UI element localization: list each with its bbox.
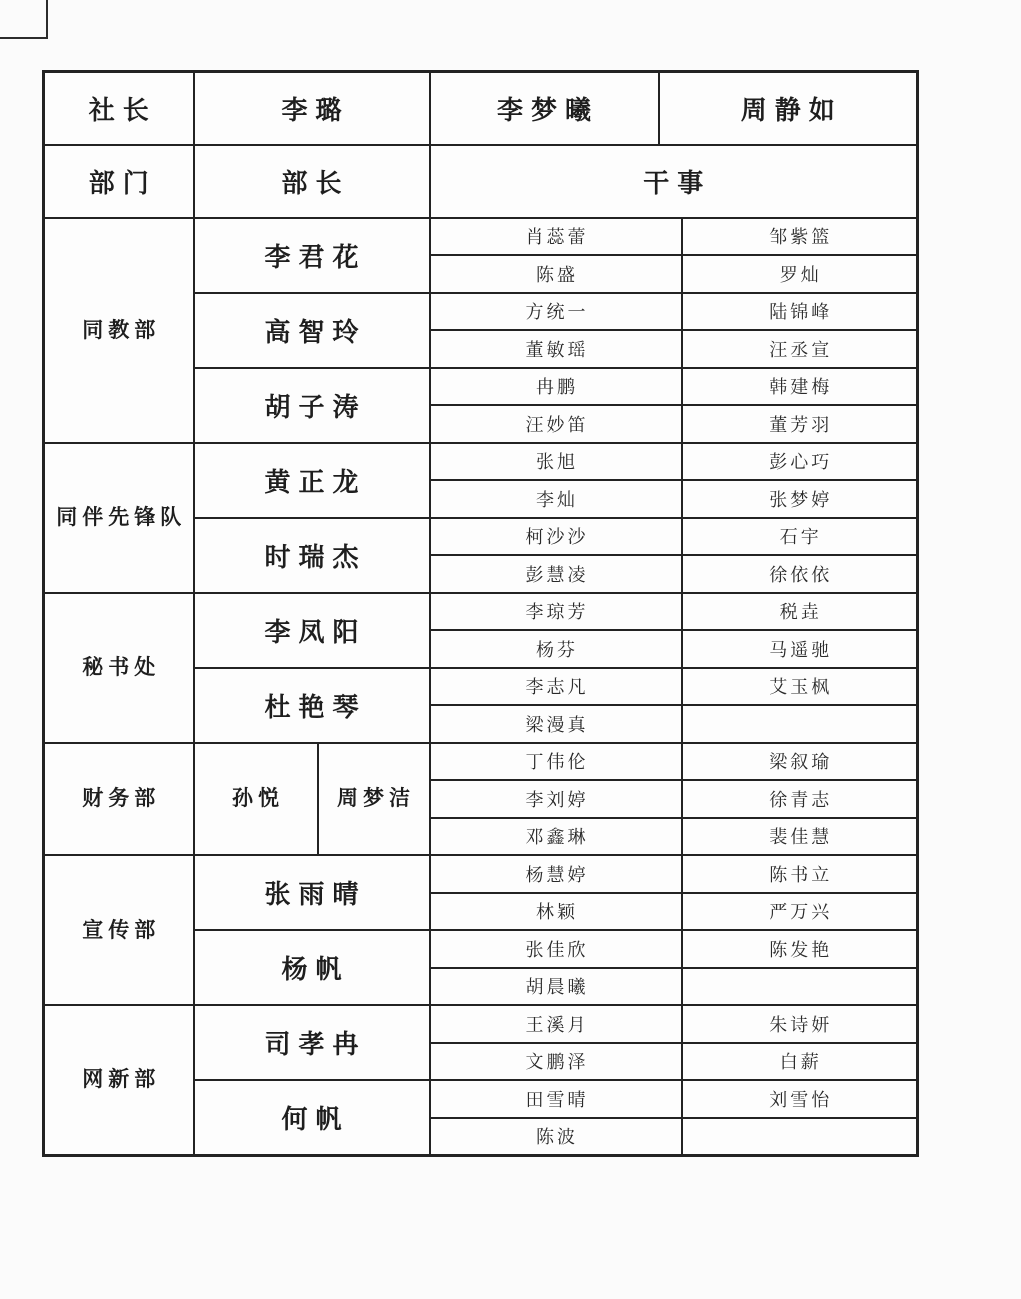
head-name-cell: 高智玲 bbox=[194, 293, 430, 368]
officer-header-cell: 干事 bbox=[430, 145, 918, 218]
officer-row bbox=[44, 218, 918, 256]
head-name-cell: 周梦洁 bbox=[318, 743, 430, 856]
columns-header-row bbox=[44, 145, 918, 218]
officer-name-cell: 李志凡 bbox=[430, 668, 682, 706]
officer-name-cell: 徐青志 bbox=[682, 780, 918, 818]
officer-name-cell: 柯沙沙 bbox=[430, 518, 682, 556]
president-name-cell: 周静如 bbox=[659, 72, 918, 145]
dept-name-cell: 财务部 bbox=[44, 743, 194, 856]
officer-name-cell: 王溪月 bbox=[430, 1005, 682, 1043]
head-name-cell: 张雨晴 bbox=[194, 855, 430, 930]
officer-name-cell: 梁叙瑜 bbox=[682, 743, 918, 781]
officer-row bbox=[44, 1005, 918, 1043]
head-name-cell: 杜艳琴 bbox=[194, 668, 430, 743]
officer-name-cell: 邓鑫琳 bbox=[430, 818, 682, 856]
officer-name-cell: 胡晨曦 bbox=[430, 968, 682, 1006]
officer-name-cell: 裴佳慧 bbox=[682, 818, 918, 856]
officer-name-cell: 彭心巧 bbox=[682, 443, 918, 481]
head-name-cell: 时瑞杰 bbox=[194, 518, 430, 593]
officer-name-cell: 陆锦峰 bbox=[682, 293, 918, 331]
officer-name-cell: 徐依依 bbox=[682, 555, 918, 593]
officer-name-cell: 汪妙笛 bbox=[430, 405, 682, 443]
officer-name-cell: 韩建梅 bbox=[682, 368, 918, 406]
officer-name-cell: 董芳羽 bbox=[682, 405, 918, 443]
officer-name-cell: 董敏瑶 bbox=[430, 330, 682, 368]
officer-name-cell: 税垚 bbox=[682, 593, 918, 631]
head-name-cell: 李君花 bbox=[194, 218, 430, 293]
officer-name-cell: 陈发艳 bbox=[682, 930, 918, 968]
officer-name-cell: 李琼芳 bbox=[430, 593, 682, 631]
officer-name-cell: 李刘婷 bbox=[430, 780, 682, 818]
officer-name-cell: 张佳欣 bbox=[430, 930, 682, 968]
officer-name-cell: 冉鹏 bbox=[430, 368, 682, 406]
officer-name-cell: 文鹏泽 bbox=[430, 1043, 682, 1081]
head-name-cell: 黄正龙 bbox=[194, 443, 430, 518]
dept-name-cell: 秘书处 bbox=[44, 593, 194, 743]
officer-name-cell: 刘雪怡 bbox=[682, 1080, 918, 1118]
dept-name-cell: 同教部 bbox=[44, 218, 194, 443]
president-label-cell: 社长 bbox=[44, 72, 194, 145]
head-header-cell: 部长 bbox=[194, 145, 430, 218]
dept-name-cell: 同伴先锋队 bbox=[44, 443, 194, 593]
head-name-cell: 司孝冉 bbox=[194, 1005, 430, 1080]
head-name-cell: 杨帆 bbox=[194, 930, 430, 1005]
officer-name-cell: 艾玉枫 bbox=[682, 668, 918, 706]
dept-name-cell: 宣传部 bbox=[44, 855, 194, 1005]
officer-name-cell: 马遥驰 bbox=[682, 630, 918, 668]
officer-name-cell: 田雪晴 bbox=[430, 1080, 682, 1118]
cropped-corner-box bbox=[0, 0, 48, 39]
officer-name-cell: 杨芬 bbox=[430, 630, 682, 668]
officer-name-cell: 肖蕊蕾 bbox=[430, 218, 682, 256]
officer-name-cell: 严万兴 bbox=[682, 893, 918, 931]
officer-name-cell: 陈盛 bbox=[430, 255, 682, 293]
officer-name-cell: 张梦婷 bbox=[682, 480, 918, 518]
officer-name-cell: 方统一 bbox=[430, 293, 682, 331]
president-row bbox=[44, 72, 918, 145]
president-name-cell: 李璐 bbox=[194, 72, 430, 145]
officer-row bbox=[44, 855, 918, 893]
president-name-cell: 李梦曦 bbox=[430, 72, 659, 145]
officer-name-cell: 邹紫篮 bbox=[682, 218, 918, 256]
officer-name-cell: 林颖 bbox=[430, 893, 682, 931]
officer-name-cell: 朱诗妍 bbox=[682, 1005, 918, 1043]
head-name-cell: 胡子涛 bbox=[194, 368, 430, 443]
officer-name-cell bbox=[682, 705, 918, 743]
officer-name-cell: 汪丞宣 bbox=[682, 330, 918, 368]
officer-name-cell: 丁伟伦 bbox=[430, 743, 682, 781]
officer-name-cell: 张旭 bbox=[430, 443, 682, 481]
officer-name-cell: 杨慧婷 bbox=[430, 855, 682, 893]
org-roster-table bbox=[42, 70, 919, 1157]
head-name-cell: 何帆 bbox=[194, 1080, 430, 1155]
head-name-cell: 李凤阳 bbox=[194, 593, 430, 668]
officer-name-cell bbox=[682, 1118, 918, 1156]
head-name-cell: 孙悦 bbox=[194, 743, 318, 856]
officer-name-cell: 石宇 bbox=[682, 518, 918, 556]
officer-name-cell: 罗灿 bbox=[682, 255, 918, 293]
officer-row bbox=[44, 593, 918, 631]
officer-name-cell: 陈波 bbox=[430, 1118, 682, 1156]
officer-name-cell: 彭慧凌 bbox=[430, 555, 682, 593]
dept-header-cell: 部门 bbox=[44, 145, 194, 218]
officer-name-cell: 李灿 bbox=[430, 480, 682, 518]
officer-name-cell: 陈书立 bbox=[682, 855, 918, 893]
officer-row bbox=[44, 443, 918, 481]
officer-name-cell: 梁漫真 bbox=[430, 705, 682, 743]
officer-name-cell bbox=[682, 968, 918, 1006]
officer-name-cell: 白薪 bbox=[682, 1043, 918, 1081]
officer-row bbox=[44, 743, 918, 781]
dept-name-cell: 网新部 bbox=[44, 1005, 194, 1155]
